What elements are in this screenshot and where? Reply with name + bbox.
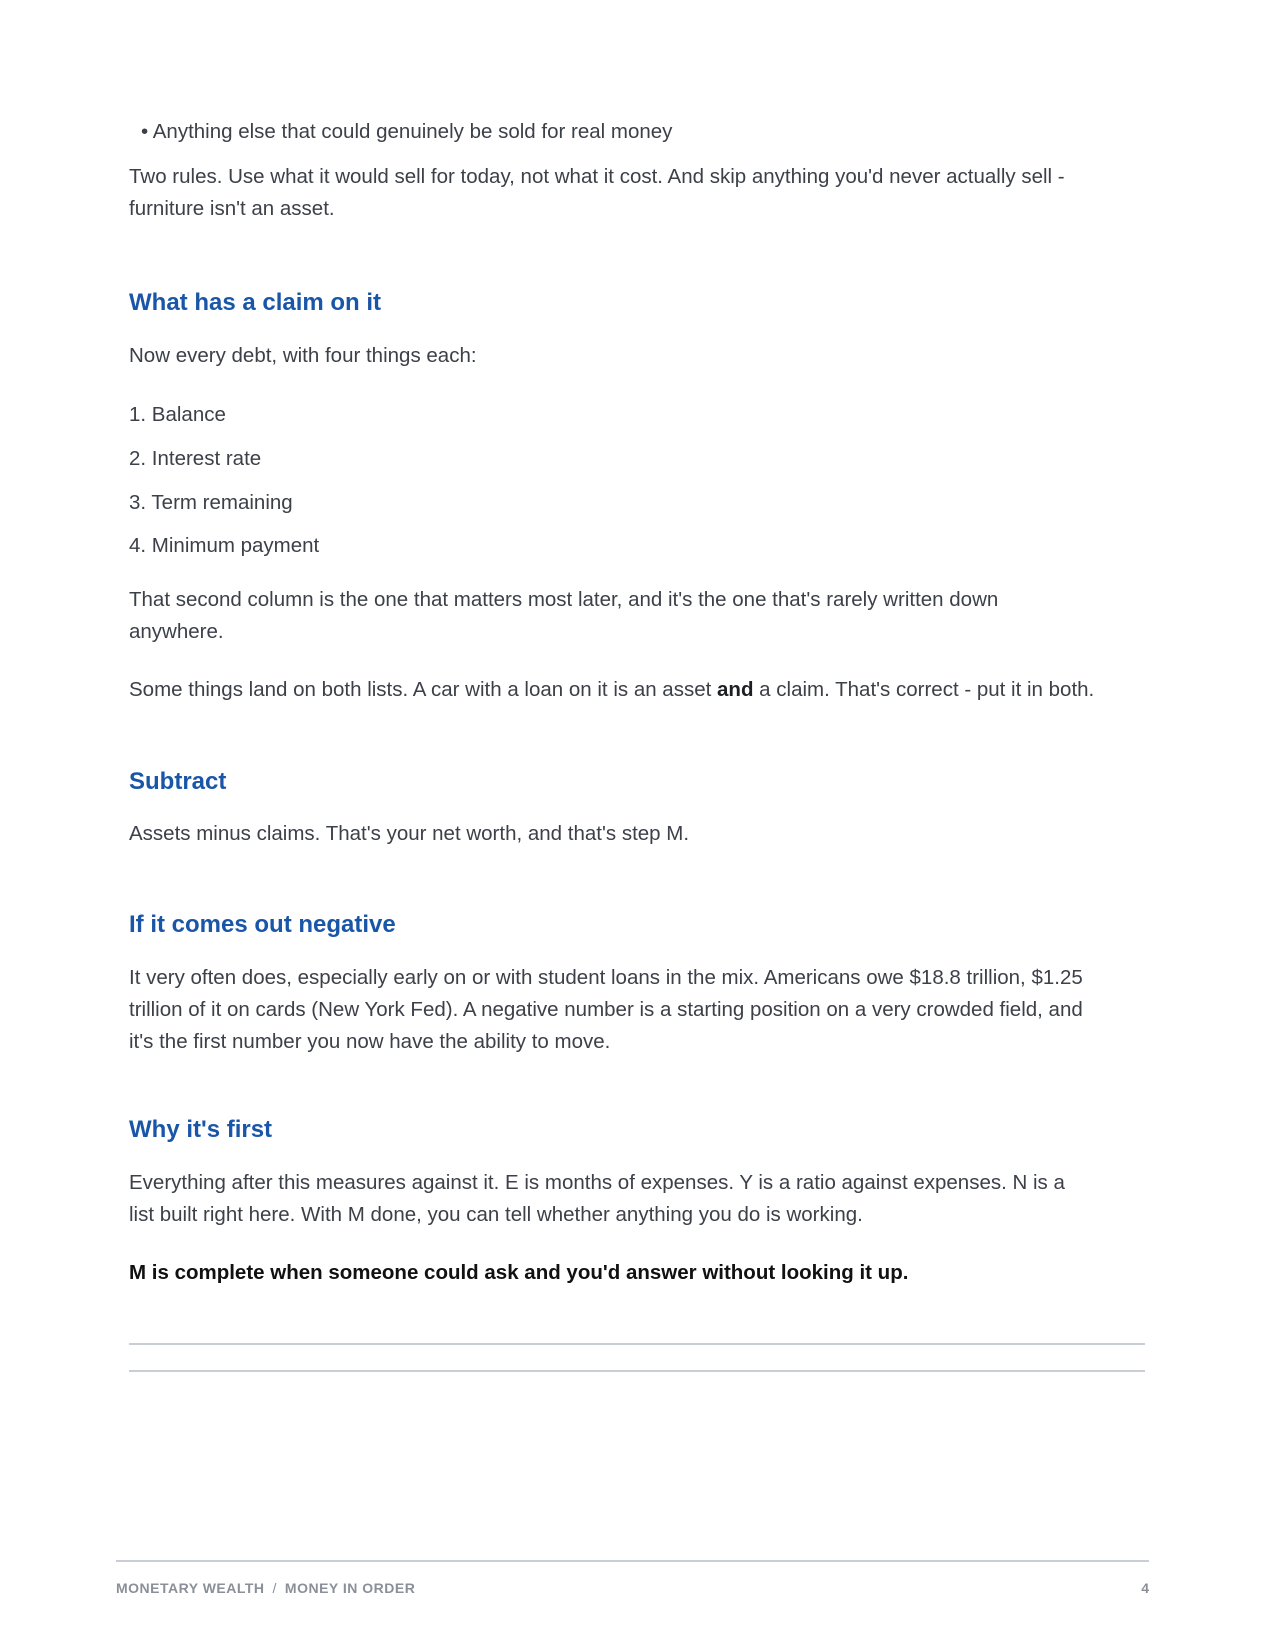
subtract-heading: Subtract [129, 768, 227, 795]
footer-separator: / [272, 1580, 277, 1596]
rules-line-2: furniture isn't an asset. [129, 197, 335, 220]
subtract-text: Assets minus claims. That's your net worth, and that's step M. [129, 822, 690, 845]
divider-line [129, 1343, 1145, 1345]
both-lists-paragraph [129, 674, 1094, 706]
negative-line-2: trillion of it on cards (New York Fed). A negative number is a starting position on a very crowded field, and [129, 998, 1083, 1021]
first-line-1: Everything after this measures against it. E is months of expenses. Y is a ratio against expenses. N is a [129, 1171, 1065, 1194]
first-paragraph [129, 1167, 1065, 1231]
second-column-line-1: That second column is the one that matters most later, and it's the one that's rarely written down [129, 588, 999, 611]
list-item: 3. Term remaining [129, 491, 293, 514]
both-lists-text-a: Some things land on both lists. A car with a loan on it is an asset [129, 678, 718, 701]
claims-heading: What has a claim on it [129, 289, 382, 316]
footer-title: MONEY IN ORDER [284, 1580, 416, 1596]
first-heading: Why it's first [129, 1116, 273, 1143]
negative-line-1: It very often does, especially early on or with student loans in the mix. Americans owe $18.8 trillion, $1.25 [129, 966, 1083, 989]
divider-line [129, 1370, 1145, 1372]
list-item: 4. Minimum payment [129, 534, 320, 557]
page-footer [116, 1560, 1149, 1596]
negative-paragraph [129, 962, 1083, 1058]
completion-statement: M is complete when someone could ask and you'd answer without looking it up. [129, 1261, 909, 1284]
claims-intro: Now every debt, with four things each: [129, 344, 477, 367]
first-line-2: list built right here. With M done, you can tell whether anything you do is working. [129, 1203, 863, 1226]
bullet-item: • Anything else that could genuinely be sold for real money [141, 120, 673, 143]
negative-line-3: it's the first number you now have the ability to move. [129, 1030, 611, 1053]
both-lists-bold: and [717, 678, 754, 701]
second-column-line-2: anywhere. [129, 620, 224, 643]
list-item: 2. Interest rate [129, 447, 262, 470]
both-lists-text-b: a claim. That's correct - put it in both. [753, 678, 1095, 701]
footer-breadcrumb [116, 1580, 415, 1596]
footer-section: MONETARY WEALTH [116, 1580, 265, 1596]
rules-line-1: Two rules. Use what it would sell for today, not what it cost. And skip anything you'd never actually sell - [129, 165, 1065, 188]
negative-heading: If it comes out negative [129, 911, 396, 938]
list-item: 1. Balance [129, 403, 226, 426]
page-number: 4 [1141, 1580, 1149, 1596]
second-column-paragraph [129, 584, 998, 648]
rules-paragraph [129, 161, 1065, 225]
